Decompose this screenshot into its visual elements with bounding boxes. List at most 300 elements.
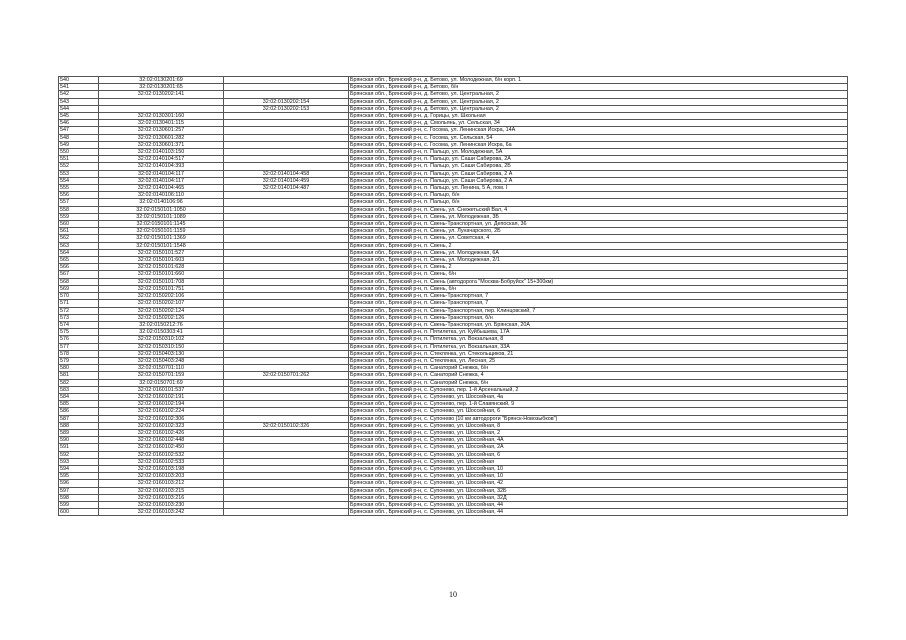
cadastral-number-cell: 32:02:0150403:248 — [99, 357, 224, 364]
row-number-cell: 546 — [59, 120, 99, 127]
row-number-cell: 570 — [59, 293, 99, 300]
cadastral-number-cell: 32:02:0150101:660 — [99, 271, 224, 278]
row-number-cell: 597 — [59, 487, 99, 494]
cadastral-number-cell: 32:02:0150101:603 — [99, 257, 224, 264]
premises-cadastral-number-cell — [224, 77, 349, 84]
row-number-cell: 574 — [59, 321, 99, 328]
row-number-cell: 565 — [59, 257, 99, 264]
cadastral-number-cell: 32:02:0130201:65 — [99, 84, 224, 91]
premises-cadastral-number-cell — [224, 221, 349, 228]
row-number-cell: 577 — [59, 343, 99, 350]
row-number-cell: 586 — [59, 408, 99, 415]
address-cell: Брянская обл., Брянский р-н, д. Бетово, ул. Центральная, 2 — [349, 91, 848, 98]
cadastral-number-cell: 32:02:0160103:230 — [99, 501, 224, 508]
cadastral-number-cell: 32:02:0150202:106 — [99, 293, 224, 300]
table-row — [59, 127, 848, 134]
address-cell: Брянская обл., Брянский р-н, п. Санаторий Снежка, 4 — [349, 372, 848, 379]
premises-cadastral-number-cell — [224, 343, 349, 350]
row-number-cell: 596 — [59, 480, 99, 487]
table-row — [59, 458, 848, 465]
row-number-cell: 573 — [59, 314, 99, 321]
premises-cadastral-number-cell — [224, 84, 349, 91]
cadastral-number-cell: 32:02:0150403:130 — [99, 350, 224, 357]
table-row — [59, 235, 848, 242]
address-cell: Брянская обл., Брянский р-н, п. Пятилетка, ул. Вокзальная, 8 — [349, 336, 848, 343]
table-row — [59, 271, 848, 278]
row-number-cell: 571 — [59, 300, 99, 307]
address-cell: Брянская обл., Брянский р-н, п. Свень (автодорога "Москва-Бобруйск" 15+300км) — [349, 278, 848, 285]
premises-cadastral-number-cell — [224, 192, 349, 199]
cadastral-number-cell: 32:02:0150101:708 — [99, 278, 224, 285]
premises-cadastral-number-cell — [224, 401, 349, 408]
premises-cadastral-number-cell — [224, 285, 349, 292]
row-number-cell: 584 — [59, 393, 99, 400]
premises-cadastral-number-cell — [224, 321, 349, 328]
cadastral-number-cell: 32:02:0150202:124 — [99, 307, 224, 314]
premises-cadastral-number-cell — [224, 134, 349, 141]
address-cell: Брянская обл., Брянский р-н, п. Пальцо, ул. Молодежная, 5А — [349, 149, 848, 156]
cadastral-number-cell: 32:02:0150101:527 — [99, 249, 224, 256]
table-row — [59, 278, 848, 285]
address-cell: Брянская обл., Брянский р-н, с. Супонево, ул. Шоссейная — [349, 458, 848, 465]
table-row — [59, 372, 848, 379]
address-cell: Брянская обл., Брянский р-н, п. Свень, ул. Молодежная, 2/1 — [349, 257, 848, 264]
table-row — [59, 300, 848, 307]
address-cell: Брянская обл., Брянский р-н, с. Супонево, ул. Шоссейная, 2 — [349, 429, 848, 436]
cadastral-number-cell: 32:02:0160102:224 — [99, 408, 224, 415]
row-number-cell: 550 — [59, 149, 99, 156]
cadastral-number-cell: 32:02:0150101:751 — [99, 285, 224, 292]
table-row — [59, 77, 848, 84]
address-cell: Брянская обл., Брянский р-н, п. Пальцо, ул. Саши Сабирова, 2Б — [349, 163, 848, 170]
premises-cadastral-number-cell — [224, 163, 349, 170]
row-number-cell: 581 — [59, 372, 99, 379]
cadastral-number-cell: 32:02:0160103:198 — [99, 465, 224, 472]
premises-cadastral-number-cell — [224, 141, 349, 148]
cadastral-number-cell: 32:02:0160102:194 — [99, 401, 224, 408]
address-cell: Брянская обл., Брянский р-н, п. Свень, 2 — [349, 242, 848, 249]
premises-cadastral-number-cell — [224, 365, 349, 372]
premises-cadastral-number-cell — [224, 437, 349, 444]
table-row — [59, 149, 848, 156]
address-cell: Брянская обл., Брянский р-н, с. Супонево, ул. Шоссейная, 44 — [349, 501, 848, 508]
table-row — [59, 350, 848, 357]
premises-cadastral-number-cell — [224, 451, 349, 458]
table-row — [59, 141, 848, 148]
table-row — [59, 465, 848, 472]
row-number-cell: 600 — [59, 509, 99, 516]
cadastral-number-cell: 32:02:0160101:537 — [99, 386, 224, 393]
address-cell: Брянская обл., Брянский р-н, п. Свень, ул. Молодежная, 3Б — [349, 213, 848, 220]
premises-cadastral-number-cell: 32:02:0140104:487 — [224, 185, 349, 192]
premises-cadastral-number-cell — [224, 429, 349, 436]
row-number-cell: 557 — [59, 199, 99, 206]
cadastral-number-cell: 32:02:0160102:191 — [99, 393, 224, 400]
table-row — [59, 242, 848, 249]
cadastral-number-cell: 32:02:0160103:215 — [99, 487, 224, 494]
cadastral-number-cell: 32:02:0150701:110 — [99, 365, 224, 372]
cadastral-number-cell: 32:02:0130601:371 — [99, 141, 224, 148]
address-cell: Брянская обл., Брянский р-н, с. Супонево, ул. Шоссейная, 6 — [349, 451, 848, 458]
premises-cadastral-number-cell — [224, 487, 349, 494]
address-cell: Брянская обл., Брянский р-н, п. Свень, ул. Молодежная, 6А — [349, 249, 848, 256]
row-number-cell: 583 — [59, 386, 99, 393]
table-row — [59, 437, 848, 444]
address-cell: Брянская обл., Брянский р-н, с. Супонево, пер. 1-й Славянский, 9 — [349, 401, 848, 408]
address-cell: Брянская обл., Брянский р-н, д. Бетово, б/н — [349, 84, 848, 91]
cadastral-number-cell: 32:02:0160102:323 — [99, 422, 224, 429]
address-cell: Брянская обл., Брянский р-н, п. Свень-Транспортная, 7 — [349, 300, 848, 307]
row-number-cell: 559 — [59, 213, 99, 220]
row-number-cell: 564 — [59, 249, 99, 256]
table-row — [59, 343, 848, 350]
table-row — [59, 386, 848, 393]
address-cell: Брянская обл., Брянский р-н, с. Супонево, ул. Шоссейная, 6 — [349, 408, 848, 415]
table-row — [59, 336, 848, 343]
table-row — [59, 228, 848, 235]
premises-cadastral-number-cell — [224, 494, 349, 501]
cadastral-number-cell — [99, 98, 224, 105]
row-number-cell: 588 — [59, 422, 99, 429]
address-cell: Брянская обл., Брянский р-н, п. Пальцо, б/н — [349, 192, 848, 199]
cadastral-number-cell: 32:02:0150303:41 — [99, 329, 224, 336]
table-row — [59, 401, 848, 408]
cadastral-number-cell: 32:02:0150101:1145 — [99, 221, 224, 228]
row-number-cell: 579 — [59, 357, 99, 364]
address-cell: Брянская обл., Брянский р-н, п. Свень, ул. Луначарского, 2Б — [349, 228, 848, 235]
table-row — [59, 293, 848, 300]
premises-cadastral-number-cell — [224, 235, 349, 242]
cadastral-number-cell: 32:02:0130301:160 — [99, 113, 224, 120]
premises-cadastral-number-cell — [224, 91, 349, 98]
address-cell: Брянская обл., Брянский р-н, с. Супонево, ул. Шоссейная, 8 — [349, 422, 848, 429]
table-row — [59, 221, 848, 228]
address-cell: Брянская обл., Брянский р-н, п. Пятилетка, ул. Вокзальная, 33А — [349, 343, 848, 350]
row-number-cell: 591 — [59, 444, 99, 451]
row-number-cell: 556 — [59, 192, 99, 199]
address-cell: Брянская обл., Брянский р-н, д. Бетово, ул. Центральная, 2 — [349, 98, 848, 105]
cadastral-number-cell: 32:02:0150310:150 — [99, 343, 224, 350]
row-number-cell: 592 — [59, 451, 99, 458]
table-row — [59, 249, 848, 256]
table-row — [59, 422, 848, 429]
row-number-cell: 578 — [59, 350, 99, 357]
address-cell: Брянская обл., Брянский р-н, п. Стеклянка, ул. Лесная, 25 — [349, 357, 848, 364]
row-number-cell: 555 — [59, 185, 99, 192]
cadastral-number-cell: 32:02:0160103:203 — [99, 473, 224, 480]
row-number-cell: 553 — [59, 170, 99, 177]
address-cell: Брянская обл., Брянский р-н, п. Свень-Транспортная, б/н — [349, 314, 848, 321]
cadastral-number-cell: 32:02:0140106:110 — [99, 192, 224, 199]
premises-cadastral-number-cell — [224, 465, 349, 472]
address-cell: Брянская обл., Брянский р-н, с. Супонево, ул. Шоссейная, 10 — [349, 465, 848, 472]
table-row — [59, 120, 848, 127]
row-number-cell: 580 — [59, 365, 99, 372]
address-cell: Брянская обл., Брянский р-н, с. Супонево, пер. 1-й Арсенальный, 2 — [349, 386, 848, 393]
address-cell: Брянская обл., Брянский р-н, п. Пальцо, ул. Саши Сабирова, 2А — [349, 156, 848, 163]
premises-cadastral-number-cell — [224, 206, 349, 213]
table-row — [59, 285, 848, 292]
row-number-cell: 552 — [59, 163, 99, 170]
address-cell: Брянская обл., Брянский р-н, п. Свень, ул. Снежетьский Вал, 4 — [349, 206, 848, 213]
row-number-cell: 589 — [59, 429, 99, 436]
premises-cadastral-number-cell — [224, 509, 349, 516]
address-cell: Брянская обл., Брянский р-н, с. Госома, ул. Ленинская Искра, 6а — [349, 141, 848, 148]
cadastral-number-cell: 32:02:0130202:141 — [99, 91, 224, 98]
cadastral-number-cell: 32:02:0140106:96 — [99, 199, 224, 206]
table-row — [59, 379, 848, 386]
register-table-body — [59, 77, 848, 516]
premises-cadastral-number-cell: 32:02:0140104:458 — [224, 170, 349, 177]
address-cell: Брянская обл., Брянский р-н, с. Госома, ул. Ленинская Искра, 14А — [349, 127, 848, 134]
cadastral-number-cell: 32:02:0150212:76 — [99, 321, 224, 328]
address-cell: Брянская обл., Брянский р-н, п. Свень-Транспортная, ул. Брянская, 20А — [349, 321, 848, 328]
address-cell: Брянская обл., Брянский р-н, с. Супонево, ул. Шоссейная, 32Б — [349, 487, 848, 494]
address-cell: Брянская обл., Брянский р-н, п. Пальцо, б/н — [349, 199, 848, 206]
row-number-cell: 594 — [59, 465, 99, 472]
table-row — [59, 451, 848, 458]
cadastral-number-cell: 32:02:0160103:212 — [99, 480, 224, 487]
cadastral-number-cell: 32:02:0150101:1369 — [99, 235, 224, 242]
table-row — [59, 257, 848, 264]
premises-cadastral-number-cell: 32:02:0150701:262 — [224, 372, 349, 379]
premises-cadastral-number-cell — [224, 271, 349, 278]
premises-cadastral-number-cell — [224, 393, 349, 400]
cadastral-number-cell: 32:02:0160102:448 — [99, 437, 224, 444]
cadastral-number-cell: 32:02:0150701:69 — [99, 379, 224, 386]
premises-cadastral-number-cell — [224, 357, 349, 364]
address-cell: Брянская обл., Брянский р-н, п. Свень-Транспортная, 7 — [349, 293, 848, 300]
table-row — [59, 264, 848, 271]
row-number-cell: 548 — [59, 134, 99, 141]
premises-cadastral-number-cell — [224, 379, 349, 386]
cadastral-number-cell: 32:02:0140104:465 — [99, 185, 224, 192]
cadastral-register-table — [58, 76, 848, 516]
cadastral-number-cell: 32:02:0160102:533 — [99, 458, 224, 465]
premises-cadastral-number-cell — [224, 156, 349, 163]
row-number-cell: 541 — [59, 84, 99, 91]
cadastral-number-cell: 32:02:0150101:1089 — [99, 213, 224, 220]
premises-cadastral-number-cell — [224, 415, 349, 422]
cadastral-number-cell: 32:02:0140103:150 — [99, 149, 224, 156]
table-row — [59, 199, 848, 206]
cadastral-number-cell: 32:02:0150310:102 — [99, 336, 224, 343]
address-cell: Брянская обл., Брянский р-н, с. Супонево, ул. Шоссейная, 32Д — [349, 494, 848, 501]
row-number-cell: 542 — [59, 91, 99, 98]
address-cell: Брянская обл., Брянский р-н, п. Свень, б/н — [349, 285, 848, 292]
row-number-cell: 561 — [59, 228, 99, 235]
row-number-cell: 563 — [59, 242, 99, 249]
address-cell: Брянская обл., Брянский р-н, с. Госома, ул. Сельская, 54 — [349, 134, 848, 141]
table-row — [59, 415, 848, 422]
row-number-cell: 567 — [59, 271, 99, 278]
cadastral-number-cell: 32:02:0150202:107 — [99, 300, 224, 307]
row-number-cell: 585 — [59, 401, 99, 408]
address-cell: Брянская обл., Брянский р-н, п. Свень-Транспортная, пер. Клинцовский, 7 — [349, 307, 848, 314]
row-number-cell: 576 — [59, 336, 99, 343]
row-number-cell: 566 — [59, 264, 99, 271]
premises-cadastral-number-cell — [224, 249, 349, 256]
cadastral-number-cell: 32:02:0150101:1159 — [99, 228, 224, 235]
premises-cadastral-number-cell — [224, 386, 349, 393]
premises-cadastral-number-cell — [224, 480, 349, 487]
row-number-cell: 598 — [59, 494, 99, 501]
cadastral-number-cell: 32:02:0150701:159 — [99, 372, 224, 379]
address-cell: Брянская обл., Брянский р-н, п. Пальцо, ул. Ленина, 5 А, пом. I — [349, 185, 848, 192]
cadastral-number-cell: 32:02:0160102:306 — [99, 415, 224, 422]
premises-cadastral-number-cell — [224, 314, 349, 321]
table-row — [59, 163, 848, 170]
premises-cadastral-number-cell — [224, 307, 349, 314]
table-row — [59, 393, 848, 400]
row-number-cell: 562 — [59, 235, 99, 242]
premises-cadastral-number-cell — [224, 120, 349, 127]
table-row — [59, 206, 848, 213]
table-row — [59, 365, 848, 372]
premises-cadastral-number-cell: 32:02:0130202:153 — [224, 105, 349, 112]
premises-cadastral-number-cell — [224, 149, 349, 156]
address-cell: Брянская обл., Брянский р-н, п. Свень, ул. Советская, 4 — [349, 235, 848, 242]
row-number-cell: 587 — [59, 415, 99, 422]
table-row — [59, 473, 848, 480]
row-number-cell: 549 — [59, 141, 99, 148]
table-row — [59, 156, 848, 163]
table-row — [59, 185, 848, 192]
cadastral-number-cell: 32:02:0140104:117 — [99, 177, 224, 184]
address-cell: Брянская обл., Брянский р-н, п. Пятилетка, ул. Куйбышева, 17А — [349, 329, 848, 336]
cadastral-number-cell: 32:02:0130601:282 — [99, 134, 224, 141]
row-number-cell: 590 — [59, 437, 99, 444]
cadastral-number-cell: 32:02:0130401:115 — [99, 120, 224, 127]
premises-cadastral-number-cell: 32:02:0150102:326 — [224, 422, 349, 429]
table-row — [59, 487, 848, 494]
address-cell: Брянская обл., Брянский р-н, с. Супонево, ул. Шоссейная, 44 — [349, 509, 848, 516]
address-cell: Брянская обл., Брянский р-н, п. Свень, 2 — [349, 264, 848, 271]
row-number-cell: 554 — [59, 177, 99, 184]
row-number-cell: 551 — [59, 156, 99, 163]
row-number-cell: 540 — [59, 77, 99, 84]
premises-cadastral-number-cell — [224, 350, 349, 357]
row-number-cell: 560 — [59, 221, 99, 228]
table-row — [59, 329, 848, 336]
row-number-cell: 558 — [59, 206, 99, 213]
premises-cadastral-number-cell — [224, 264, 349, 271]
address-cell: Брянская обл., Брянский р-н, д. Горицы, ул. Школьная — [349, 113, 848, 120]
cadastral-number-cell: 32:02:0140104:393 — [99, 163, 224, 170]
table-row — [59, 501, 848, 508]
row-number-cell: 593 — [59, 458, 99, 465]
address-cell: Брянская обл., Брянский р-н, п. Стеклянка, ул. Стекольщиков, 21 — [349, 350, 848, 357]
address-cell: Брянская обл., Брянский р-н, с. Супонево, ул. Шоссейная, 4А — [349, 437, 848, 444]
cadastral-number-cell: 32:02:0140104:517 — [99, 156, 224, 163]
table-row — [59, 84, 848, 91]
address-cell: Брянская обл., Брянский р-н, п. Свень, б/н — [349, 271, 848, 278]
table-row — [59, 494, 848, 501]
table-row — [59, 314, 848, 321]
premises-cadastral-number-cell — [224, 242, 349, 249]
premises-cadastral-number-cell — [224, 199, 349, 206]
cadastral-number-cell: 32:02:0140104:117 — [99, 170, 224, 177]
cadastral-number-cell: 32:02:0150101:1548 — [99, 242, 224, 249]
premises-cadastral-number-cell: 32:02:0130202:154 — [224, 98, 349, 105]
row-number-cell: 582 — [59, 379, 99, 386]
address-cell: Брянская обл., Брянский р-н, с. Супонево (10 км автодороги "Брянск-Новозыбков") — [349, 415, 848, 422]
row-number-cell: 572 — [59, 307, 99, 314]
table-row — [59, 113, 848, 120]
table-row — [59, 177, 848, 184]
table-row — [59, 307, 848, 314]
premises-cadastral-number-cell — [224, 278, 349, 285]
premises-cadastral-number-cell — [224, 257, 349, 264]
premises-cadastral-number-cell — [224, 293, 349, 300]
table-row — [59, 105, 848, 112]
table-row — [59, 357, 848, 364]
row-number-cell: 599 — [59, 501, 99, 508]
table-row — [59, 213, 848, 220]
premises-cadastral-number-cell — [224, 444, 349, 451]
cadastral-number-cell: 32:02:0150101:628 — [99, 264, 224, 271]
address-cell: Брянская обл., Брянский р-н, с. Супонево, ул. Шоссейная, 2А — [349, 444, 848, 451]
address-cell: Брянская обл., Брянский р-н, п. Свень-Транспортная, ул. Депоская, 36 — [349, 221, 848, 228]
premises-cadastral-number-cell — [224, 228, 349, 235]
cadastral-number-cell: 32:02:0160102:426 — [99, 429, 224, 436]
address-cell: Брянская обл., Брянский р-н, п. Санаторий Снежка, б/н — [349, 365, 848, 372]
cadastral-number-cell: 32:02:0160102:450 — [99, 444, 224, 451]
cadastral-number-cell: 32:02:0160102:532 — [99, 451, 224, 458]
premises-cadastral-number-cell — [224, 473, 349, 480]
page-number: 10 — [449, 590, 457, 599]
row-number-cell: 568 — [59, 278, 99, 285]
address-cell: Брянская обл., Брянский р-н, с. Супонево, ул. Шоссейная, 10 — [349, 473, 848, 480]
table-row — [59, 192, 848, 199]
table-row — [59, 408, 848, 415]
premises-cadastral-number-cell — [224, 213, 349, 220]
address-cell: Брянская обл., Брянский р-н, п. Пальцо, ул. Саши Сабирова, 2 А — [349, 177, 848, 184]
cadastral-number-cell: 32:02:0160103:216 — [99, 494, 224, 501]
address-cell: Брянская обл., Брянский р-н, п. Санаторий Снежка, б/н — [349, 379, 848, 386]
table-row — [59, 91, 848, 98]
premises-cadastral-number-cell — [224, 127, 349, 134]
table-row — [59, 480, 848, 487]
address-cell: Брянская обл., Брянский р-н, п. Пальцо, ул. Саши Сабирова, 2 А — [349, 170, 848, 177]
address-cell: Брянская обл., Брянский р-н, д. Бетово, ул. Молодежная, б/н корп. 1 — [349, 77, 848, 84]
row-number-cell: 569 — [59, 285, 99, 292]
cadastral-number-cell: 32:02:0150202:126 — [99, 314, 224, 321]
cadastral-number-cell: 32:02:0130201:69 — [99, 77, 224, 84]
table-row — [59, 509, 848, 516]
premises-cadastral-number-cell — [224, 501, 349, 508]
premises-cadastral-number-cell — [224, 113, 349, 120]
premises-cadastral-number-cell: 32:02:0140104:459 — [224, 177, 349, 184]
premises-cadastral-number-cell — [224, 300, 349, 307]
premises-cadastral-number-cell — [224, 336, 349, 343]
table-row — [59, 429, 848, 436]
row-number-cell: 545 — [59, 113, 99, 120]
premises-cadastral-number-cell — [224, 408, 349, 415]
row-number-cell: 543 — [59, 98, 99, 105]
table-row — [59, 321, 848, 328]
row-number-cell: 595 — [59, 473, 99, 480]
premises-cadastral-number-cell — [224, 329, 349, 336]
cadastral-number-cell — [99, 105, 224, 112]
cadastral-number-cell: 32:02:0130601:257 — [99, 127, 224, 134]
address-cell: Брянская обл., Брянский р-н, д. Смольянь, ул. Сельская, 34 — [349, 120, 848, 127]
premises-cadastral-number-cell — [224, 458, 349, 465]
row-number-cell: 575 — [59, 329, 99, 336]
table-row — [59, 170, 848, 177]
cadastral-number-cell: 32:02:0160103:242 — [99, 509, 224, 516]
cadastral-number-cell: 32:02:0150101:1050 — [99, 206, 224, 213]
